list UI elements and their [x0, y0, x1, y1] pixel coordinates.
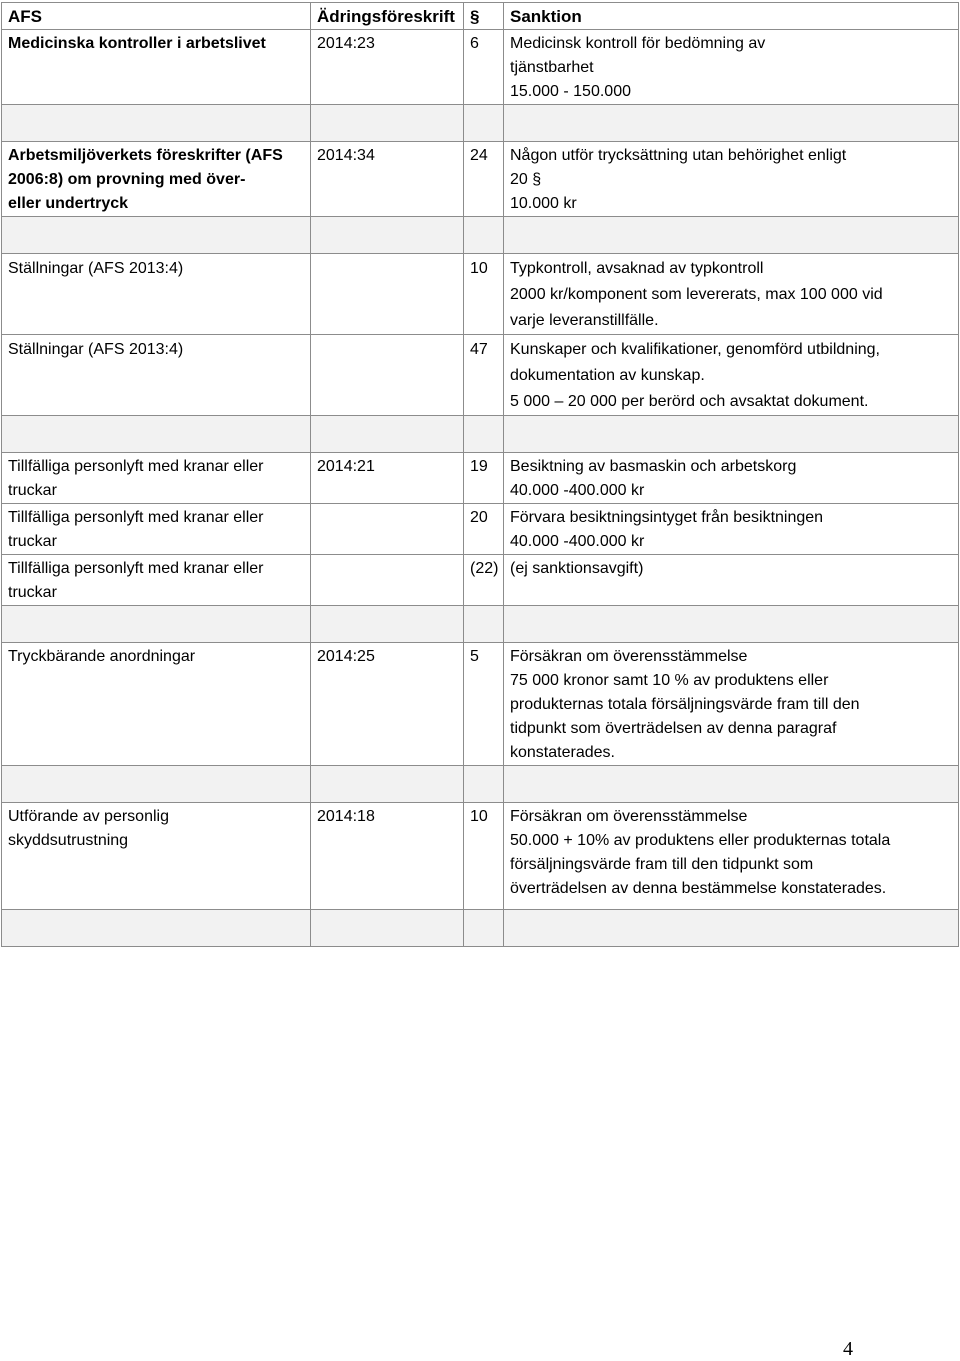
cell-foreskrift: [311, 254, 464, 335]
sanktion-line: varje leveranstillfälle.: [510, 312, 659, 329]
spacer-row: [2, 766, 959, 803]
sanktion-line: tidpunkt som överträdelsen av denna paragraf: [510, 720, 837, 737]
sanktion-line: 40.000 -400.000 kr: [510, 533, 645, 550]
cell-foreskrift: 2014:21: [311, 453, 464, 504]
cell-sanktion: [504, 643, 959, 766]
cell-afs: Ställningar (AFS 2013:4): [2, 335, 311, 416]
cell-foreskrift: [311, 504, 464, 555]
afs-line: truckar: [8, 584, 57, 601]
cell-afs: Medicinska kontroller i arbetslivet: [2, 30, 311, 105]
cell-afs: [2, 453, 311, 504]
spacer-row: [2, 910, 959, 947]
sanktion-line: 10.000 kr: [510, 195, 577, 212]
table-row: [2, 142, 959, 217]
table-header-row: [2, 3, 959, 30]
cell-afs: [2, 142, 311, 217]
cell-paragraf: (22): [464, 555, 504, 606]
spacer-row: [2, 105, 959, 142]
table-row: [2, 643, 959, 766]
table-row: [2, 335, 959, 416]
cell-sanktion: [504, 504, 959, 555]
afs-line: truckar: [8, 533, 57, 550]
cell-afs: Ställningar (AFS 2013:4): [2, 254, 311, 335]
header-foreskrift: Ädringsföreskrift: [311, 3, 464, 30]
sanktion-line: Typkontroll, avsaknad av typkontroll: [510, 260, 764, 277]
sanktion-line: dokumentation av kunskap.: [510, 367, 705, 384]
sanktion-line: 50.000 + 10% av produktens eller produkternas totala: [510, 832, 891, 849]
cell-afs: [2, 504, 311, 555]
cell-afs: Tryckbärande anordningar: [2, 643, 311, 766]
afs-line: Tillfälliga personlyft med kranar eller: [8, 560, 264, 577]
sanktion-line: 2000 kr/komponent som levererats, max 100 000 vid: [510, 286, 883, 303]
afs-line: Utförande av personlig: [8, 808, 169, 825]
table-row: [2, 555, 959, 606]
sanktion-line: Besiktning av basmaskin och arbetskorg: [510, 458, 797, 475]
cell-sanktion: [504, 555, 959, 606]
cell-foreskrift: 2014:34: [311, 142, 464, 217]
sanktion-line: 40.000 -400.000 kr: [510, 482, 645, 499]
cell-paragraf: 19: [464, 453, 504, 504]
afs-line: truckar: [8, 482, 57, 499]
cell-sanktion: [504, 335, 959, 416]
afs-line: Tillfälliga personlyft med kranar eller: [8, 458, 264, 475]
cell-foreskrift: 2014:18: [311, 803, 464, 910]
afs-line: skyddsutrustning: [8, 832, 129, 849]
cell-sanktion: [504, 453, 959, 504]
sanktion-line: Försäkran om överensstämmelse: [510, 648, 748, 665]
cell-paragraf: 5: [464, 643, 504, 766]
cell-paragraf: 10: [464, 803, 504, 910]
page-number: 4: [843, 1338, 853, 1360]
cell-afs: [2, 803, 311, 910]
cell-paragraf: 6: [464, 30, 504, 105]
afs-line: Arbetsmiljöverkets föreskrifter (AFS: [8, 147, 283, 164]
spacer-row: [2, 416, 959, 453]
cell-afs: [2, 555, 311, 606]
sanktion-line: försäljningsvärde fram till den tidpunkt som: [510, 856, 814, 873]
afs-line: 2006:8) om provning med över-: [8, 171, 246, 188]
table-row: [2, 803, 959, 910]
header-sanktion: Sanktion: [504, 3, 959, 30]
sanktion-line: Någon utför trycksättning utan behörighet enligt: [510, 147, 847, 164]
cell-foreskrift: 2014:23: [311, 30, 464, 105]
cell-sanktion: [504, 803, 959, 910]
cell-sanktion: [504, 254, 959, 335]
cell-sanktion: [504, 30, 959, 105]
table-row: [2, 453, 959, 504]
cell-foreskrift: 2014:25: [311, 643, 464, 766]
sanktion-line: 5 000 – 20 000 per berörd och avsaktat dokument.: [510, 393, 869, 410]
sanction-table: [1, 2, 959, 947]
sanktion-line: 75 000 kronor samt 10 % av produktens eller: [510, 672, 829, 689]
table-row: [2, 504, 959, 555]
afs-line: eller undertryck: [8, 195, 129, 212]
sanktion-line: överträdelsen av denna bestämmelse konstaterades.: [510, 880, 887, 897]
sanktion-line: Förvara besiktningsintyget från besiktningen: [510, 509, 824, 526]
sanktion-line: (ej sanktionsavgift): [510, 560, 644, 577]
cell-paragraf: 47: [464, 335, 504, 416]
header-paragraph: §: [464, 3, 504, 30]
cell-foreskrift: [311, 555, 464, 606]
sanktion-line: tjänstbarhet: [510, 59, 594, 76]
sanktion-line: 20 §: [510, 171, 542, 188]
cell-foreskrift: [311, 335, 464, 416]
sanktion-line: Kunskaper och kvalifikationer, genomförd utbildning,: [510, 341, 880, 358]
sanktion-line: 15.000 - 150.000: [510, 83, 631, 100]
cell-sanktion: [504, 142, 959, 217]
table-row: [2, 30, 959, 105]
header-afs: AFS: [2, 3, 311, 30]
sanktion-line: Medicinsk kontroll för bedömning av: [510, 35, 766, 52]
afs-line: Tillfälliga personlyft med kranar eller: [8, 509, 264, 526]
sanktion-line: produkternas totala försäljningsvärde fram till den: [510, 696, 860, 713]
cell-paragraf: 10: [464, 254, 504, 335]
spacer-row: [2, 217, 959, 254]
spacer-row: [2, 606, 959, 643]
cell-paragraf: 20: [464, 504, 504, 555]
sanktion-line: konstaterades.: [510, 744, 615, 761]
sanktion-line: Försäkran om överensstämmelse: [510, 808, 748, 825]
cell-paragraf: 24: [464, 142, 504, 217]
table-row: [2, 254, 959, 335]
